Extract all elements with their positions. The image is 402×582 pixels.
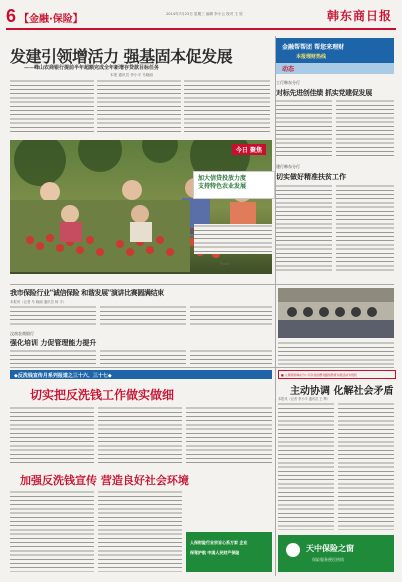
aml-1-body-c [186, 406, 272, 466]
lead-body-col-2 [97, 79, 181, 135]
series-banner-text: ◆反洗钱宣传月系列报道之三十六、三十七◆ [14, 372, 112, 379]
insurance-window-sub: 保险服务便民热线 [312, 557, 344, 562]
fruit-basket-photo [10, 200, 190, 272]
section-title: 【金融·保险】 [19, 14, 83, 25]
picc-ad-line2: 保驾护航 中国人民财产保险 [190, 550, 240, 555]
picc-ad-left [186, 532, 272, 572]
small-story-body-a [10, 349, 96, 365]
banner-subtitle: 本报理财热线 [296, 54, 327, 60]
side-story-2-kicker: 建行韩东分行 [276, 164, 300, 169]
right-story-byline: 本报讯（记者 李小平 通讯员 王 辉） [278, 397, 330, 401]
page-number: 6 [6, 6, 17, 26]
picc-ad-line1: 人保财险行业宗旨心系万家 企业 [190, 540, 248, 545]
insurance-window-title: 天中保险之窗 [306, 543, 354, 553]
lead-body-col-1 [10, 79, 94, 135]
mid-story-byline: 本报讯（记者 马 晓丽 通讯员 杨 宇） [10, 300, 67, 304]
right-story-body-a [278, 402, 334, 530]
side-story-2-headline: 切实做好精准扶贫工作 [276, 172, 346, 181]
side-story-2-body-a [276, 184, 332, 274]
small-story-body-c [190, 349, 272, 365]
series-banner [10, 370, 272, 379]
right-story-headline: 主动协调 化解社会矛盾 [290, 386, 394, 397]
mid-story-headline: 我市保险行业"诚信保险 和谐发展"演讲比赛圆满结束 [10, 288, 164, 297]
issue-info: 2014年7月23日 星期三 编辑 李小云 校对 王 欣 [166, 12, 243, 16]
orchard-photo-2 [10, 200, 190, 272]
side-story-1-body-b [336, 99, 394, 159]
photo-badge: 今日 聚焦 [232, 144, 266, 155]
meeting-caption [278, 341, 394, 365]
callout-title: 加大信贷投放力度 支持特色农业发展 [198, 175, 247, 190]
aml-headline-1: 切实把反洗钱工作做实做细 [30, 388, 175, 402]
masthead-rule [6, 28, 396, 30]
photo-caption-credit: Photo [220, 262, 230, 266]
picc-logo-icon [286, 543, 300, 557]
lead-headline: 发建引领增活力 强基固本促发展 [10, 47, 233, 66]
mid-story-body-a [10, 305, 96, 327]
mid-story-body-b [100, 305, 186, 327]
small-story-kicker: 汶南农商银行 [10, 331, 34, 336]
lead-subhead: ——峰山农商银行提前半年超额完成全年新增存贷款目标任务 [24, 65, 160, 71]
mid-story-body-c [190, 305, 272, 327]
meeting-photo-image [278, 288, 394, 338]
column-rule-main [275, 36, 276, 576]
masthead [6, 6, 396, 28]
insurance-window-ad [278, 535, 394, 572]
lead-byline: 本报 通讯员 李小平 马晓丽 [110, 73, 153, 77]
small-story-body-b [100, 349, 186, 365]
aml-2-body-b [98, 490, 182, 572]
right-story-kicker [278, 370, 396, 379]
section-rule-lower [10, 367, 394, 368]
aml-1-body-b [98, 406, 182, 466]
banner-title: 金融帮帮团 帮您来理财 [282, 44, 345, 51]
side-story-2-body-b [336, 184, 394, 274]
right-story-body-b [338, 402, 394, 530]
finance-help-banner [276, 38, 394, 74]
section-rule-mid [10, 284, 394, 285]
right-story-kicker-text: ■ 人保财险韩东分公司以党的群众路线教育实践活动为契机 [281, 372, 357, 377]
meeting-photo [278, 288, 394, 338]
lead-body-col-3 [184, 79, 270, 135]
aml-1-body-a [10, 406, 94, 466]
aml-2-body-a [10, 490, 94, 572]
banner-tag: 动态 [282, 66, 295, 73]
lead-callout [193, 171, 275, 199]
side-story-1-body-a [276, 99, 332, 159]
photo-caption [194, 224, 272, 254]
paper-name: 韩东商日报 [326, 9, 392, 23]
side-story-1-kicker: 工行韩东分行 [276, 80, 300, 85]
small-story-headline: 强化培训 力促管理能力提升 [10, 338, 97, 347]
side-story-1-headline: 对标先进创佳绩 抓实党建促发展 [276, 88, 372, 97]
aml-headline-2: 加强反洗钱宣传 营造良好社会环境 [20, 474, 189, 487]
